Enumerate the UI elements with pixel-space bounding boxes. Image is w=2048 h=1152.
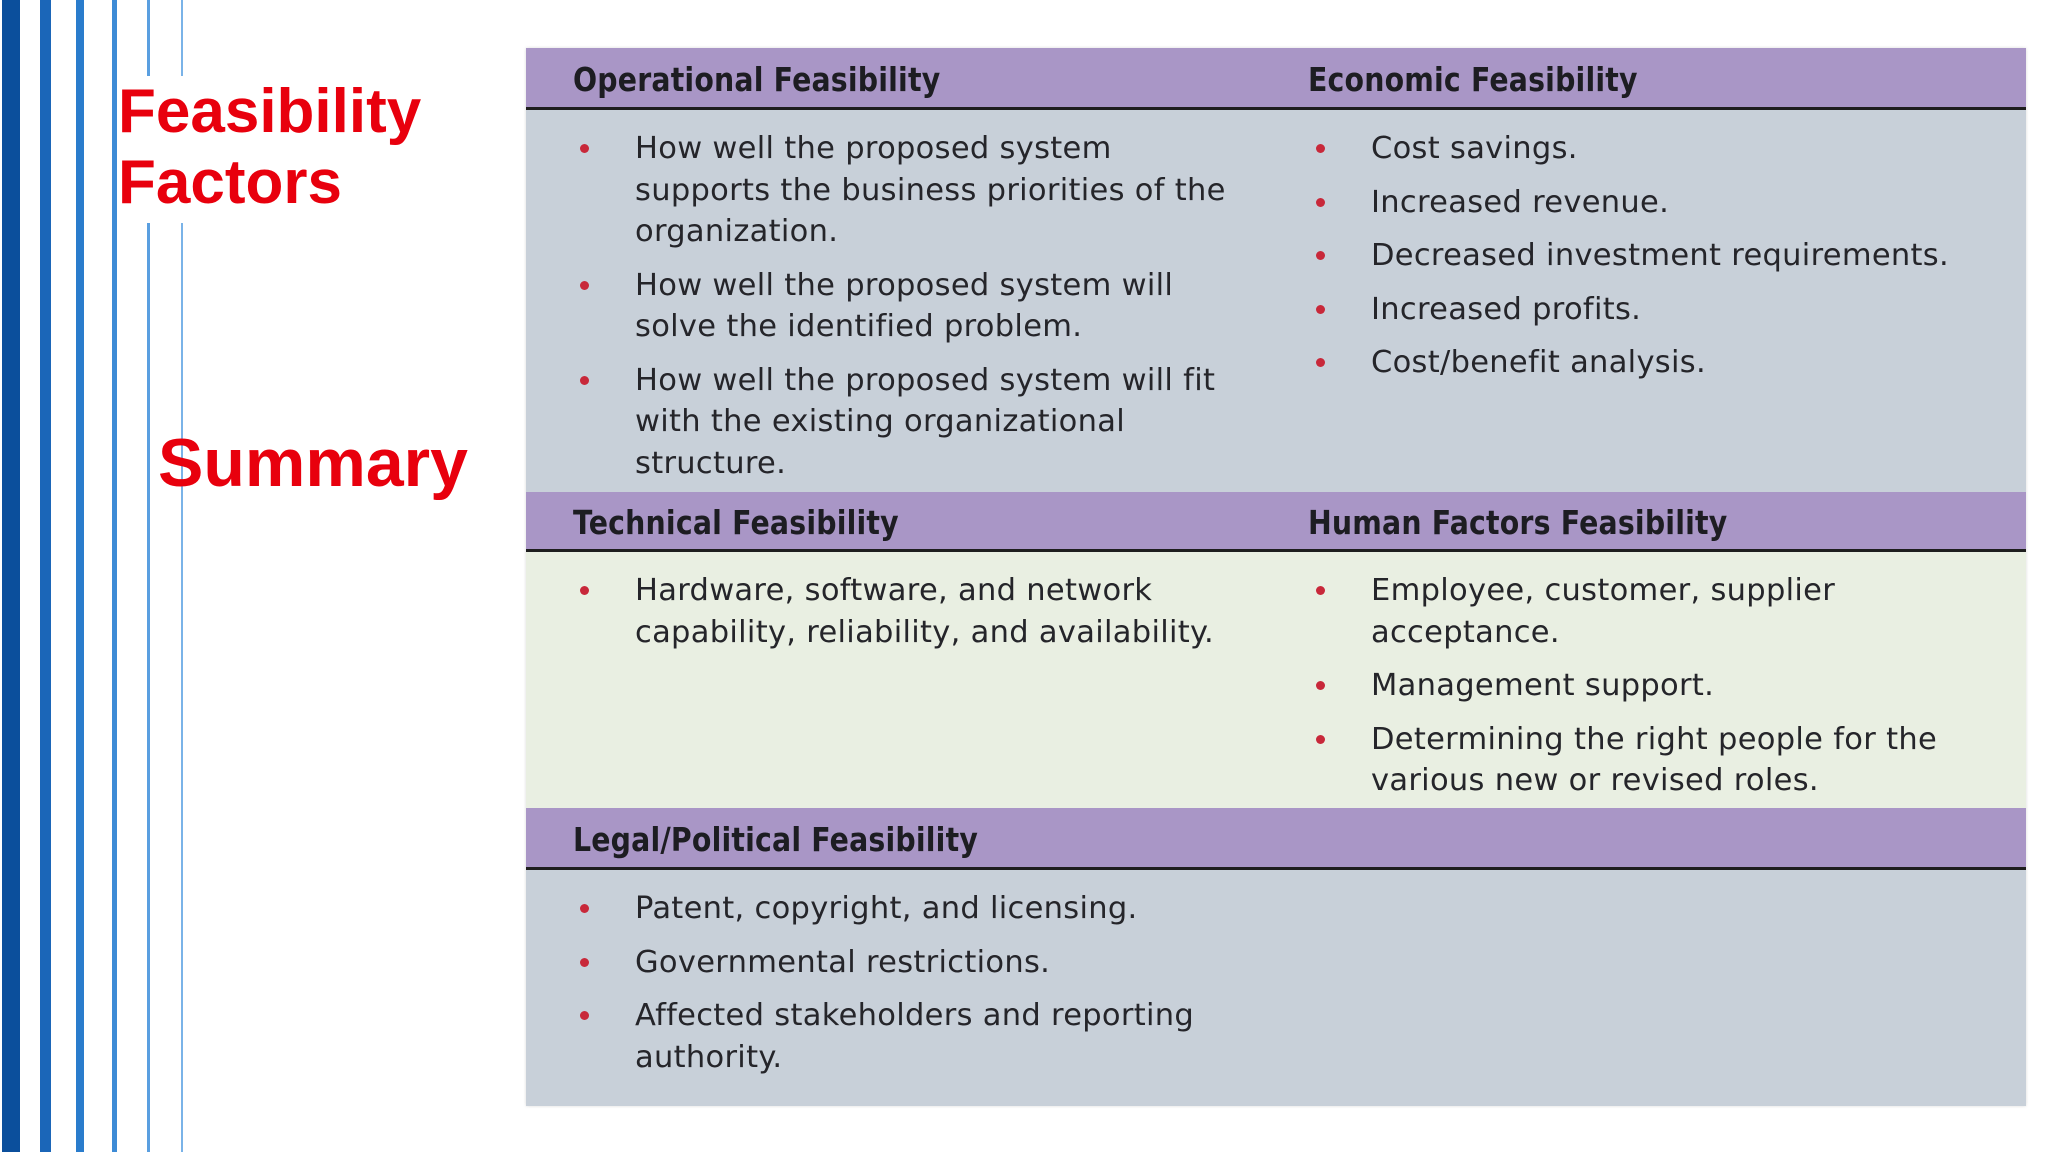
row-header-technical-human: [526, 492, 2026, 552]
technical-heading: Technical Feasibility: [573, 503, 899, 542]
bullet-icon: [580, 904, 589, 913]
list-item: Cost savings.: [1316, 128, 2016, 170]
bullet-icon: [580, 144, 589, 153]
row-header-operational-economic: [526, 48, 2026, 110]
list-item: Cost/benefit analysis.: [1316, 342, 2016, 384]
bullet-icon: [1316, 681, 1325, 690]
list-item: How well the proposed system will fit with the existing organizational structure.: [580, 360, 1240, 485]
list-item: Governmental restrictions.: [580, 942, 1240, 984]
list-item: Hardware, software, and network capability, reliability, and availability.: [580, 570, 1240, 653]
list-item: How well the proposed system supports the business priorities of the organization.: [580, 128, 1240, 253]
feasibility-table: [526, 48, 2026, 1106]
row-body-operational-economic: [526, 110, 2026, 492]
list-item: Employee, customer, supplier acceptance.: [1316, 570, 1976, 653]
legal-political-list: [580, 888, 1240, 1090]
decor-stripe: [2, 0, 20, 1152]
bullet-icon: [580, 281, 589, 290]
bullet-icon: [580, 958, 589, 967]
bullet-icon: [1316, 358, 1325, 367]
list-item: Management support.: [1316, 665, 1976, 707]
list-item: How well the proposed system will solve the identified problem.: [580, 265, 1240, 348]
decor-stripe: [76, 0, 84, 1152]
decor-stripe: [40, 0, 51, 1152]
bullet-icon: [1316, 251, 1325, 260]
operational-list: [580, 128, 1240, 496]
human-factors-list: [1316, 570, 1976, 814]
bullet-icon: [1316, 198, 1325, 207]
bullet-icon: [1316, 735, 1325, 744]
slide-title: Feasibility Factors: [118, 76, 478, 223]
list-item: Decreased investment requirements.: [1316, 235, 2016, 277]
row-header-legal: [526, 808, 2026, 870]
operational-heading: Operational Feasibility: [573, 60, 941, 99]
bullet-icon: [1316, 305, 1325, 314]
bullet-icon: [580, 376, 589, 385]
list-item: Increased revenue.: [1316, 182, 2016, 224]
bullet-icon: [1316, 144, 1325, 153]
technical-list: [580, 570, 1240, 665]
bullet-icon: [580, 586, 589, 595]
list-item: Determining the right people for the various new or revised roles.: [1316, 719, 1976, 802]
row-body-legal: [526, 870, 2026, 1106]
list-item: Affected stakeholders and reporting authority.: [580, 995, 1240, 1078]
bullet-icon: [580, 1011, 589, 1020]
legal-political-heading: Legal/Political Feasibility: [573, 820, 978, 859]
list-item: Patent, copyright, and licensing.: [580, 888, 1240, 930]
bullet-icon: [1316, 586, 1325, 595]
summary-label: Summary: [158, 425, 468, 501]
row-body-technical-human: [526, 552, 2026, 808]
economic-list: [1316, 128, 2016, 396]
human-factors-heading: Human Factors Feasibility: [1308, 503, 1728, 542]
decor-stripe: [112, 0, 117, 1152]
economic-heading: Economic Feasibility: [1308, 60, 1638, 99]
list-item: Increased profits.: [1316, 289, 2016, 331]
